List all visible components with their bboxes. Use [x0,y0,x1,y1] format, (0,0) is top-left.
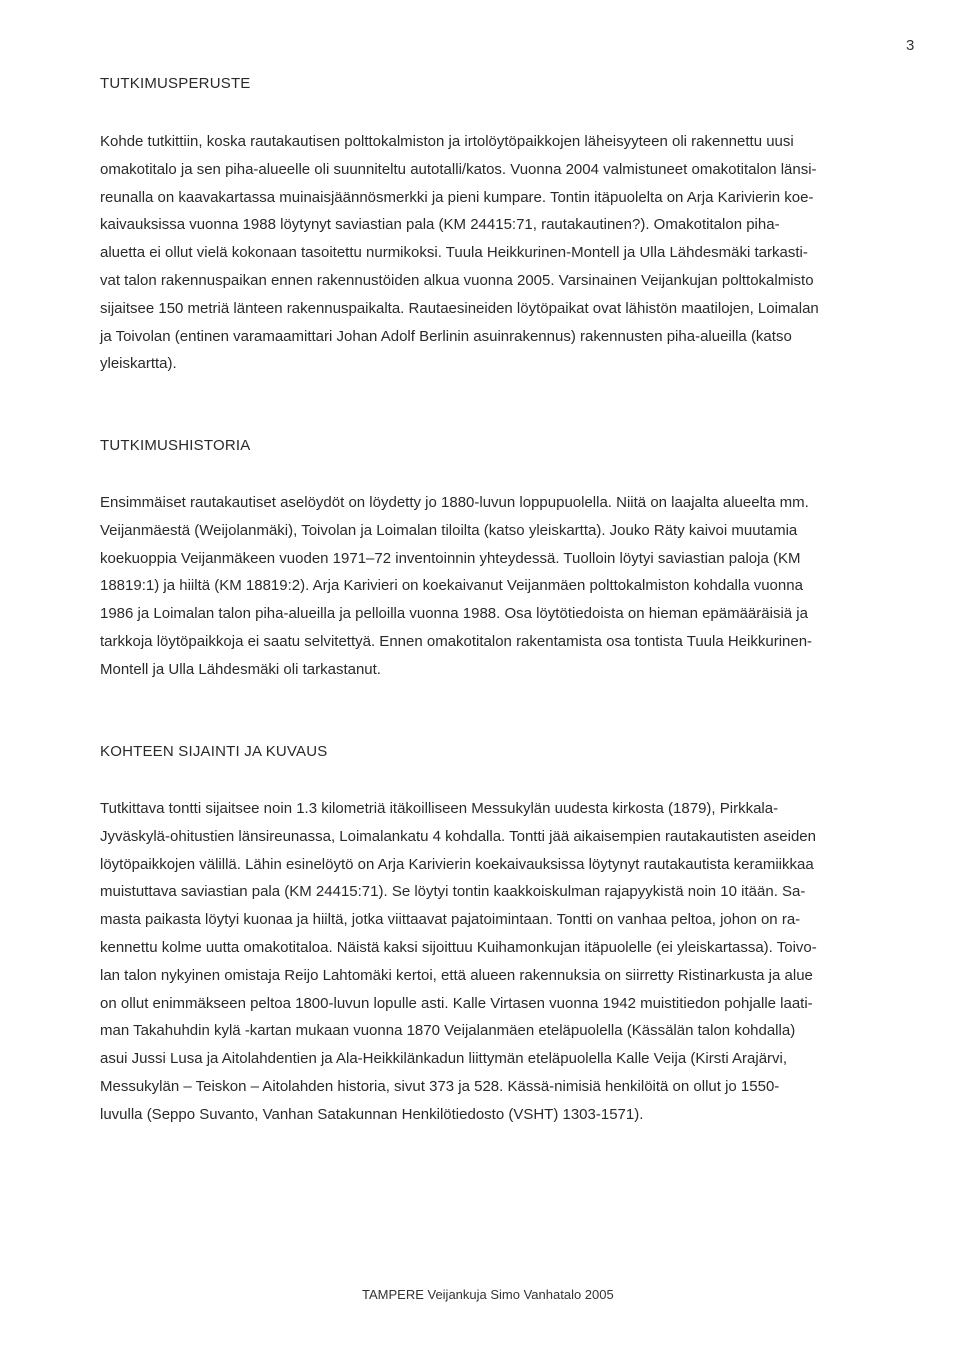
section-body-kohteen-sijainti [100,795,817,1129]
text-line: Montell ja Ulla Lähdesmäki oli tarkastanut. [100,660,381,678]
text-line: Veijanmäestä (Weijolanmäki), Toivolan ja Loimalan tiloilta (katso yleiskartta). Jouko Räty kaivoi muutamia [100,521,798,539]
text-line: kaivauksissa vuonna 1988 löytynyt saviastian pala (KM 24415:71, rautakautinen?). Omakotitalon piha- [100,216,780,234]
section-heading-tutkimushistoria: TUTKIMUSHISTORIA [100,437,251,454]
page-footer: TAMPERE Veijankuja Simo Vanhatalo 2005 [362,1287,614,1302]
text-line: Messukylän – Teiskon – Aitolahden historia, sivut 373 ja 528. Kässä-nimisiä henkilöitä on ollut jo 1550- [100,1077,780,1095]
text-line: Kohde tutkittiin, koska rautakautisen polttokalmiston ja irtolöytöpaikkojen läheisyyteen oli rakennettu uusi [100,133,794,150]
text-line: 18819:1) ja hiiltä (KM 18819:2). Arja Karivieri on koekaivanut Veijanmäen polttokalmiston kohdalla vuonna [100,577,803,595]
section-body-tutkimushistoria [100,489,812,684]
text-line: tarkkoja löytöpaikkoja ei saatu selvitettyä. Ennen omakotitalon rakentamista osa tontista Tuula Heikkurinen- [100,632,813,650]
text-line: luvulla (Seppo Suvanto, Vanhan Satakunnan Henkilötiedosto (VSHT) 1303-1571). [100,1105,644,1123]
text-line: yleiskartta). [100,355,177,373]
text-line: löytöpaikkojen välillä. Lähin esinelöytö on Arja Karivierin koekaivauksissa löytynyt rautakautista keramiikkaa [100,855,814,873]
text-line: asui Jussi Lusa ja Aitolahdentien ja Ala-Heikkilänkadun liittymän eteläpuolella Kalle Veija (Kirsti Arajärvi, [100,1050,788,1068]
page-number: 3 [906,37,915,54]
text-line: lan talon nykyinen omistaja Reijo Lahtomäki kertoi, että alueen rakennuksia on siirretty Ristinarkusta ja alue [100,966,813,984]
section-body-tutkimusperuste [100,128,819,378]
text-line: Ensimmäiset rautakautiset aselöydöt on löydetty jo 1880-luvun loppupuolella. Niitä on laajalta alueelta mm. [100,494,809,511]
text-line: muistuttava saviastian pala (KM 24415:71). Se löytyi tontin kaakkoiskulman rajapyykistä noin 10 itään. Sa- [100,883,806,901]
text-line: ja Toivolan (entinen varamaamittari Johan Adolf Berlinin asuinrakennus) rakennusten piha-alueilla (katso [100,327,792,345]
text-line: sijaitsee 150 metriä länteen rakennuspaikalta. Rautaesineiden löytöpaikat ovat lähistön maatilojen, Loimalan [100,299,819,317]
text-line: on ollut enimmäkseen peltoa 1800-luvun lopulle asti. Kalle Virtasen vuonna 1942 muistitiedon pohjalle laati- [100,994,813,1012]
text-line: vat talon rakennuspaikan ennen rakennustöiden alkua vuonna 2005. Varsinainen Veijankujan polttokalmisto [100,271,814,289]
text-line: kennettu kolme uutta omakotitaloa. Näistä kaksi sijoittuu Kuihamonkujan itäpuolelle (ei yleiskartassa). Toivo- [100,938,817,956]
text-line: masta paikasta löytyi kuonaa ja hiiltä, jotka viittaavat pajatoimintaan. Tontti on vanhaa peltoa, johon on ra- [100,911,801,929]
text-line: omakotitalo ja sen piha-alueelle oli suunniteltu autotalli/katos. Vuonna 2004 valmistuneet omakotitalon länsi- [100,160,817,178]
text-line: 1986 ja Loimalan talon piha-alueilla ja pelloilla vuonna 1988. Osa löytötiedoista on hieman epämääräisiä ja [100,605,808,623]
section-heading-kohteen-sijainti: KOHTEEN SIJAINTI JA KUVAUS [100,743,328,760]
text-line: Tutkittava tontti sijaitsee noin 1.3 kilometriä itäkoilliseen Messukylän uudesta kirkosta (1879), Pirkkala- [100,800,779,817]
text-line: Jyväskylä-ohitustien länsireunassa, Loimalankatu 4 kohdalla. Tontti jää aikaisempien rautakautisten aseiden [100,827,816,845]
text-line: koekuoppia Veijanmäkeen vuoden 1971–72 inventoinnin yhteydessä. Tuolloin löytyi saviastian paloja (KM [100,549,801,567]
section-heading-tutkimusperuste: TUTKIMUSPERUSTE [100,75,251,92]
text-line: man Takahuhdin kylä -kartan mukaan vuonna 1870 Veijalanmäen eteläpuolella (Kässälän talon kohdalla) [100,1022,796,1040]
text-line: reunalla on kaavakartassa muinaisjäännösmerkki ja pieni kumpare. Tontin itäpuolelta on Arja Karivierin koe- [100,188,814,206]
text-line: aluetta ei ollut vielä kokonaan tasoitettu nurmikoksi. Tuula Heikkurinen-Montell ja Ulla Lähdesmäki tarkasti- [100,244,808,262]
